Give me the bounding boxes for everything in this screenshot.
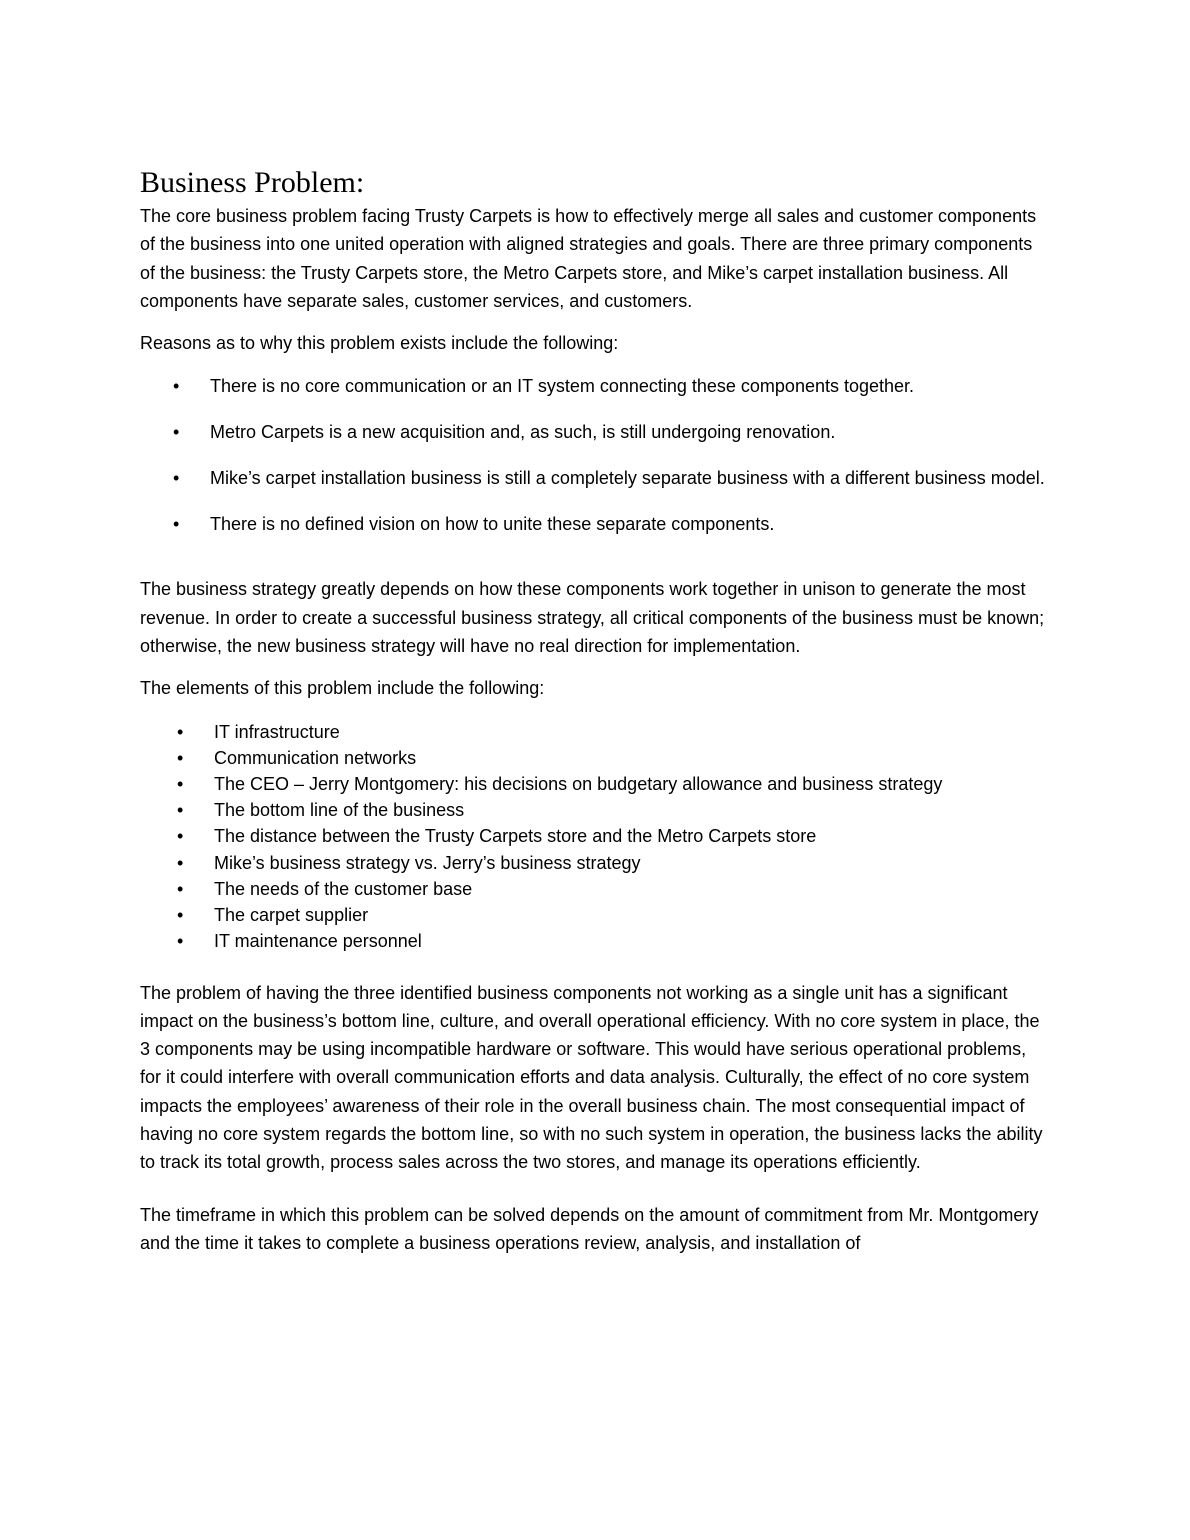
paragraph-impact: The problem of having the three identified business components not working as a single unit has a significant impact on the business’s bottom line, culture, and overall operational efficiency. With no core system in place, the 3 components may be using incompatible hardware or software. This would have serious operational problems, for it could interfere with overall communication efforts and data analysis. Culturally, the effect of no core system impacts the employees’ awareness of their role in the overall business chain. The most consequential impact of having no core system regards the bottom line, so with no such system in operation, the business lacks the ability to track its total growth, process sales across the two stores, and manage its operations efficiently.: [140, 982, 1043, 1173]
bullet-icon: •: [177, 878, 184, 899]
list-item-text: The bottom line of the business: [214, 800, 465, 821]
bullet-icon: •: [173, 422, 180, 443]
bullet-icon: •: [177, 721, 184, 742]
bullet-icon: •: [173, 468, 180, 489]
list-item: [140, 719, 1052, 745]
paragraph-timeframe: The timeframe in which this problem can be solved depends on the amount of commitment from Mr. Montgomery and the time it takes to complete a business operations review, analysis, and installation of: [140, 1204, 1039, 1253]
paragraph-core-problem: The core business problem facing Trusty Carpets is how to effectively merge all sales and customer components of the business into one united operation with aligned strategies and goals. There are three primary components of the business: the Trusty Carpets store, the Metro Carpets store, and Mike’s carpet installation business. All components have separate sales, customer services, and customers.: [140, 206, 1037, 311]
list-item-text: The distance between the Trusty Carpets store and the Metro Carpets store: [214, 826, 817, 847]
list-item-text: IT infrastructure: [214, 721, 340, 742]
elements-list: [140, 719, 1052, 955]
bullet-icon: •: [177, 800, 184, 821]
list-item: [140, 876, 1052, 902]
list-item: [140, 465, 1052, 491]
list-item: [140, 850, 1052, 876]
list-item: [140, 928, 1052, 954]
bullet-icon: •: [177, 826, 184, 847]
list-item-text: The needs of the customer base: [214, 878, 473, 899]
list-item: [140, 797, 1052, 823]
list-item-text: There is no defined vision on how to unite these separate components.: [210, 514, 775, 535]
bullet-icon: •: [177, 852, 184, 873]
bullet-icon: •: [177, 774, 184, 795]
list-item-text: There is no core communication or an IT system connecting these components together.: [210, 376, 915, 397]
list-item-text: Mike’s business strategy vs. Jerry’s business strategy: [214, 852, 641, 873]
reasons-intro: Reasons as to why this problem exists include the following:: [140, 333, 619, 354]
bullet-icon: •: [177, 931, 184, 952]
list-item-text: Communication networks: [214, 747, 417, 768]
bullet-icon: •: [173, 514, 180, 535]
paragraph-strategy: The business strategy greatly depends on how these components work together in unison to generate the most revenue. In order to create a successful business strategy, all critical components of the business must be known; otherwise, the new business strategy will have no real direction for implementation.: [140, 579, 1045, 657]
list-item-text: Mike’s carpet installation business is still a completely separate business with a different business model.: [210, 468, 1045, 489]
list-item: [140, 771, 1052, 797]
reasons-list: [140, 373, 1052, 537]
bullet-icon: •: [177, 747, 184, 768]
bullet-icon: •: [177, 905, 184, 926]
bullet-icon: •: [173, 376, 180, 397]
elements-intro: The elements of this problem include the following:: [140, 678, 545, 699]
list-item-text: The carpet supplier: [214, 905, 369, 926]
list-item: [140, 902, 1052, 928]
page-title: Business Problem:: [140, 166, 365, 199]
list-item: [140, 511, 1052, 537]
list-item: [140, 373, 1052, 399]
document-page: [140, 160, 1052, 1257]
list-item: [140, 823, 1052, 849]
list-item-text: IT maintenance personnel: [214, 931, 422, 952]
list-item: [140, 745, 1052, 771]
list-item-text: Metro Carpets is a new acquisition and, as such, is still undergoing renovation.: [210, 422, 836, 443]
list-item: [140, 419, 1052, 445]
list-item-text: The CEO – Jerry Montgomery: his decisions on budgetary allowance and business strategy: [214, 774, 943, 795]
